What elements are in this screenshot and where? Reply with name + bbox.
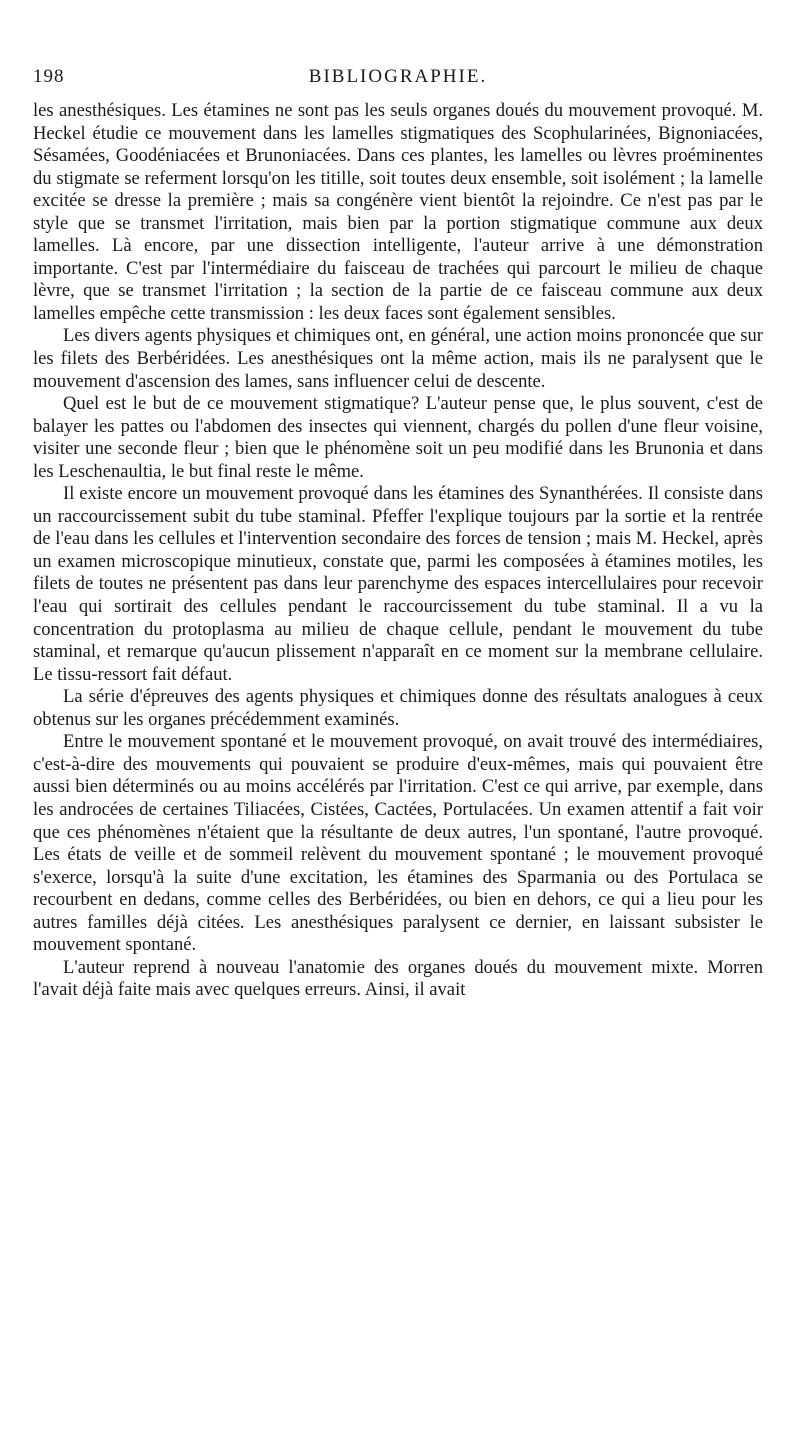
paragraph-3: Quel est le but de ce mouvement stigmatique? L'auteur pense que, le plus souvent, c'est de balayer les pattes ou l'abdomen des insectes qui viennent, chargés du pollen d'une fleur voisine, visiter une seconde fleur ; bien que le phénomène soit un peu modifié dans les Brunonia et dans les Leschenaultia, le but final reste le même. <box>33 393 763 482</box>
paragraph-5: La série d'épreuves des agents physiques et chimiques donne des résultats analogues à ceux obtenus sur les organes précédemment examinés. <box>33 686 763 730</box>
body-text <box>33 100 763 1002</box>
paragraph-7: L'auteur reprend à nouveau l'anatomie des organes doués du mouvement mixte. Morren l'avait déjà faite mais avec quelques erreurs. Ainsi, il avait <box>33 956 763 1001</box>
paragraph-2: Les divers agents physiques et chimiques ont, en général, une action moins prononcée que sur les filets des Berbéridées. Les anesthésiques ont la même action, mais ils ne paralysent que le mouvement d'ascension des lames, sans influencer celui de descente. <box>33 325 763 392</box>
running-head <box>33 66 763 90</box>
running-title: BIBLIOGRAPHIE. <box>308 66 488 87</box>
book-page <box>33 66 763 1002</box>
page-number: 198 <box>33 66 65 87</box>
paragraph-1: les anesthésiques. Les étamines ne sont pas les seuls organes doués du mouvement provoqué. M. Heckel étudie ce mouvement dans les lamelles stigmatiques des Scophularinées, Bignoniacées, Sésamées, Goodéniacées et Brunoniacées. Dans ces plantes, les lamelles ou lèvres proéminentes du stigmate se referment lorsqu'on les titille, soit toutes deux ensemble, soit isolément ; la lamelle excitée se dresse la première ; mais sa congénère vient bientôt la rejoindre. Ce n'est pas par le style que se transmet l'irritation, mais bien par la portion stigmatique commune aux deux lamelles. Là encore, par une dissection intelligente, l'auteur arrive à une démonstration importante. C'est par l'intermédiaire du faisceau de trachées qui parcourt le milieu de chaque lèvre, que se transmet l'irritation ; la section de la partie de ce faisceau commune aux deux lamelles empêche cette transmission : les deux faces sont également sensibles. <box>33 100 763 324</box>
paragraph-6: Entre le mouvement spontané et le mouvement provoqué, on avait trouvé des intermédiaires, c'est-à-dire des mouvements qui pouvaient se produire d'eux-mêmes, mais qui pouvaient être aussi bien déterminés ou au moins accélérés par l'irritation. C'est ce qui arrive, par exemple, dans les androcées de certaines Tiliacées, Cistées, Cactées, Portulacées. Un examen attentif a fait voir que ces phénomènes n'étaient que la résultante de deux autres, l'un spontané, l'autre provoqué. Les états de veille et de sommeil relèvent du mouvement spontané ; le mouvement provoqué s'exerce, lorsqu'à la suite d'une excitation, les étamines des Sparmania ou des Portulaca se recourbent en dedans, comme celles des Berbéridées, ou bien en dehors, ce qui a lieu pour les autres familles déjà citées. Les anesthésiques paralysent ce dernier, en laissant subsister le mouvement spontané. <box>33 731 763 956</box>
paragraph-4: Il existe encore un mouvement provoqué dans les étamines des Synanthérées. Il consiste dans un raccourcissement subit du tube staminal. Pfeffer l'explique toujours par la sortie et la rentrée de l'eau dans les cellules et l'intervention secondaire des forces de tension ; mais M. Heckel, après un examen microscopique minutieux, constate que, parmi les composées à étamines motiles, les filets de toutes ne présentent pas dans leur parenchyme des espaces intercellulaires pour recevoir l'eau qui sortirait des cellules pendant le raccourcissement du tube staminal. Il a vu la concentration du protoplasma au milieu de chaque cellule, pendant le mouvement du tube staminal, et remarque qu'aucun plissement n'apparaît en ce moment sur la membrane cellulaire. Le tissu-ressort fait défaut. <box>33 483 763 685</box>
